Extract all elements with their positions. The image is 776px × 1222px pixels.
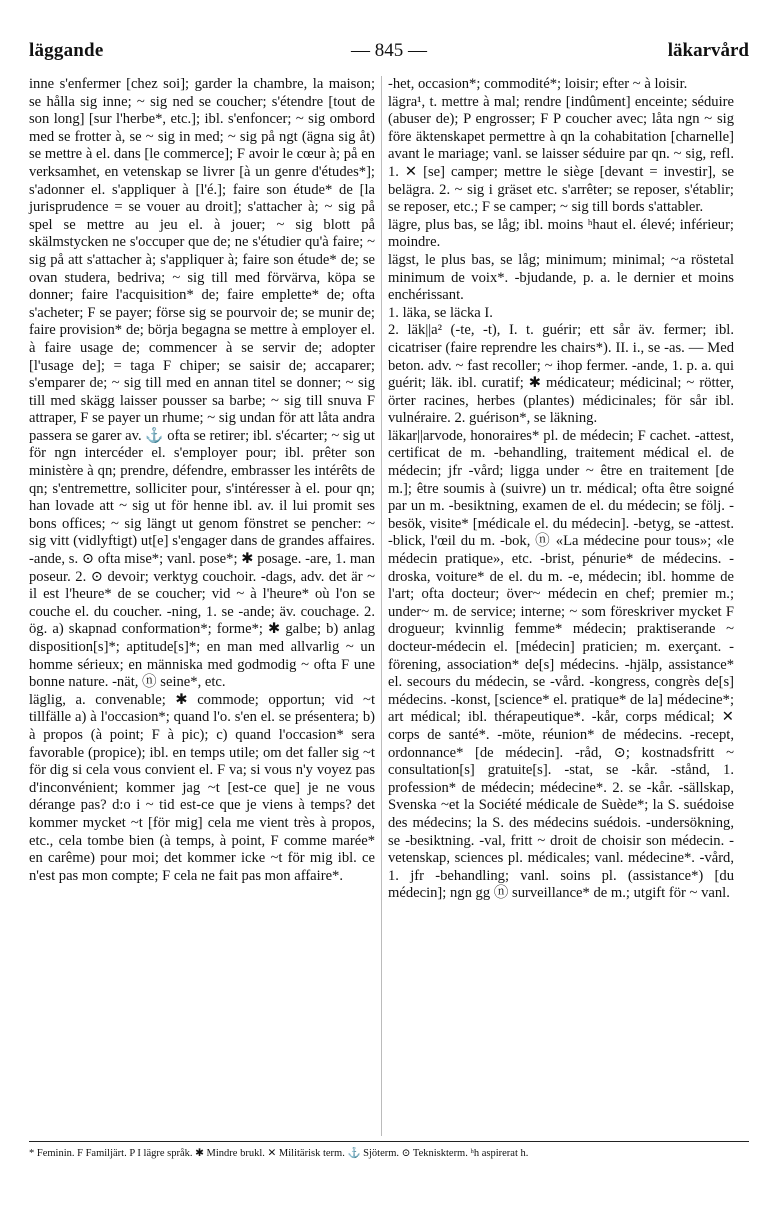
entry-laka-2: 2. läk||a² (-te, -t), I. t. guérir; ett sår äv. fermer; ibl. cicatriser (faire reprendre les chairs*). II. i., se -as. — Med beton. adv. ~ fast recoller; ~ ihop fermer. -ande, 1. p. a. qui guérit; läk. ibl. curatif; ✱ médicateur; médicinal; ~ rötter, örter racines, herbes (plantes) médicinales; för sår ibl. vulnéraire. 2. guérison*, se läkning. [388, 322, 734, 427]
entry-laglig: läglig, a. convenable; ✱ commode; opportun; vid ~t tillfälle a) à l'occasion*; quand l'o. s'en el. se présentera; b) à propos (à point; F à pic); c) quand l'occasion* sera favorable (propice); ibl. en temps utile; om det faller sig ~t för dig si cela vous convient el. F va; si vous n'y voyez pas d'inconvénient; kommer jag ~t [est-ce que] je ne vous dérange pas? d:o i ~ tid est-ce que je viens à temps? det kommer mycket ~t [för mig] cela me vient très à propos, etc., cela tombe bien (à temps, à point, F comme marée* en carême) pour moi; det kommer icke ~t för mig ibl. ce n'est pas mon compte; F cela ne fait pas mon affaire*. [29, 691, 375, 884]
footer-legend: * Feminin. F Familjärt. P I lägre språk. ✱ Mindre brukl. ✕ Militärisk term. ⚓ Sjöterm. ⊙ Tekniskterm. ʰh aspirerat h. [29, 1148, 529, 1159]
page-header [29, 40, 749, 66]
header-left-guideword: läggande [29, 40, 104, 61]
entry-lagst: lägst, le plus bas, se låg; minimum; minimal; ~a röstetal minimum de voix*. -bjudande, p. a. le dernier et moins enchérissant. [388, 251, 734, 304]
left-column [29, 76, 375, 885]
entry-lagra: lägra¹, t. mettre à mal; rendre [indûment] enceinte; séduire (abuser de); P engrosser; F P coucher avec; låta ngn ~ sig före äktenskapet permettre à qn la cohabitation [charnelle] avant le mariage; vanl. se laisser séduire par qn. ~ sig, refl. 1. ✕ [se] camper; mettre le siège [devant = investir], se belägra. 2. ~ sig i gräset etc. s'arrêter; se reposer, s'établir; se reposer, etc.; F se camper; ~ sig till bords s'attabler. [388, 93, 734, 216]
right-column [388, 76, 734, 903]
header-right-guideword: läkarvård [667, 40, 749, 61]
page-number: — 845 — [351, 40, 427, 61]
column-divider [381, 76, 382, 1136]
entry-het: -het, occasion*; commodité*; loisir; efter ~ à loisir. [388, 76, 688, 92]
entry-laka-1: 1. läka, se läcka I. [388, 304, 493, 321]
entry-inne: inne s'enfermer [chez soi]; garder la chambre, la maison; se hålla sig inne; ~ sig ned se coucher; s'étendre [tout de son long] [sur l'herbe*, etc.]; ibl. s'enfoncer; ~ sig ombord med se frotter à, se ~ sig in med; ~ sig på ngt (ägna sig åt) se mettre à el. dans [le commerce]; F avoir le cœur à; på en verksamhet, en vetenskap se livrer [à un genre d'études*]; s'adonner el. s'appliquer à [l'é.]; faire son étude* de [la jurisprudence = se vouer au droit]; s'attacher à; ~ sig på spel se mettre au jeu el. à jouer; ~ sig blott på skälmstycken ne s'occuper que de; ne s'étudier qu'à faire; ~ sig på att s'attacher à; s'appliquer à; faire son étude* de; se ovan studera, bedriva; ~ sig till med förvärva, köpa se donner; faire l'acquisition* de; faire emplette* de; ofta s'acheter; F se payer; förse sig se pourvoir de; se munir de; faire provision* de; börja begagna se mettre à employer el. à faire usage de; commencer à se servir de; adopter [l'usage de]; = taga F chiper; se saisir de; accaparer; s'emparer de; ~ sig till med en annan titel se donner; ~ sig till med skägg laisser pousser sa barbe; ~ sig till snuva F attraper, F se payer un rhume; ~ sig undan för att låta andra passera se garer av. ⚓ ofta se retirer; ibl. s'écarter; ~ sig ut för ngn intercéder el. s'employer pour; ibl. prêter son ministère à qn; prendre, défendre, embrasser les intérêts de qn; s'entremettre, solliciter pour, s'intéresser à el. pour qn; han lovade att ~ sig ut för henne ibl. av. il lui promit ses bons offices; ~ sig längt ut genom fönstret se pencher: ~ sig vitt (vidlyftigt) ut[e] s'engager dans de grandes affaires. -ande, s. ⊙ ofta mise*; vanl. pose*; ✱ posage. -are, 1. man poseur. 2. ⊙ devoir; verktyg couchoir. -dags, adv. det är ~ il est l'heure* de se coucher; vid ~ à l'heure* où l'on se couche el. du coucher. -ning, 1. se -ande; äv. couchage. 2. ög. a) skapnad conformation*; forme*; ✱ galbe; b) anlag disposition[s]*; aptitude[s]*; en man med allvarlig ~ un homme sérieux; en människa med godmodig ~ ofta F une bonne nature. -nät, ⓝ seine*, etc. [29, 76, 375, 691]
entry-lagre: lägre, plus bas, se låg; ibl. moins ʰhaut el. élevé; inférieur; moindre. [388, 216, 734, 251]
entry-lakar: läkar||arvode, honoraires* pl. de médecin; F cachet. -attest, certificat de m. -behandling, traitement médical el. de médecin; jfr -vård; ligga under ~ être en traitement [de m.]; être soumis à (suivre) un tr. médical; ofta être soigné par un m. -besiktning, examen de el. du médecin; se följ. -besök, visite* [médicale el. du médecin]. -betyg, se -attest. -blick, l'œil du m. -bok, ⓝ «La médecine pour tous»; «le médecin pratique», etc. -brist, pénurie* de médecins. -droska, voiture* de el. du m. -e, médecin; ibl. homme de l'art; ofta docteur; över~ médecin en chef; premier m.; under~ m. de service; interne; ~ som föreskriver mycket F drogueur; kvinnlig femme* médecin; praktiserande ~ docteur-médecin el. [médecin] praticien; m. exerçant. -förening, association* de[s] médecins. -hjälp, assistance* el. secours du médecin, se -vård. -kongress, congrès de[s] médecins. -konst, [science* el. pratique* de la] médecine*; art médical; ibl. thérapeutique*. -kår, corps médical; ✕ corps de santé*. -möte, réunion* de médecins. -recept, ordonnance* [de médecin]. -råd, ⊙; kostnadsfritt ~ consultation[s] gratuite[s]. -stat, se -kår. -stånd, 1. profession* de médecin; médecine*. 2. se -kår. -sällskap, Svenska ~et la Société médicale de Suède*; la S. suédoise des médecins; la S. des médecins suédois. -undersökning, se -besiktning. -val, fritt ~ droit de choisir son médecin. -vetenskap, sciences pl. médicales; vanl. médecine*. -vård, 1. jfr -behandling; vanl. soins pl. (assistance*) [du médecin]; ngn gg ⓝ surveillance* de m.; utgift för ~ vanl. [388, 427, 734, 902]
footer-rule [29, 1141, 749, 1142]
